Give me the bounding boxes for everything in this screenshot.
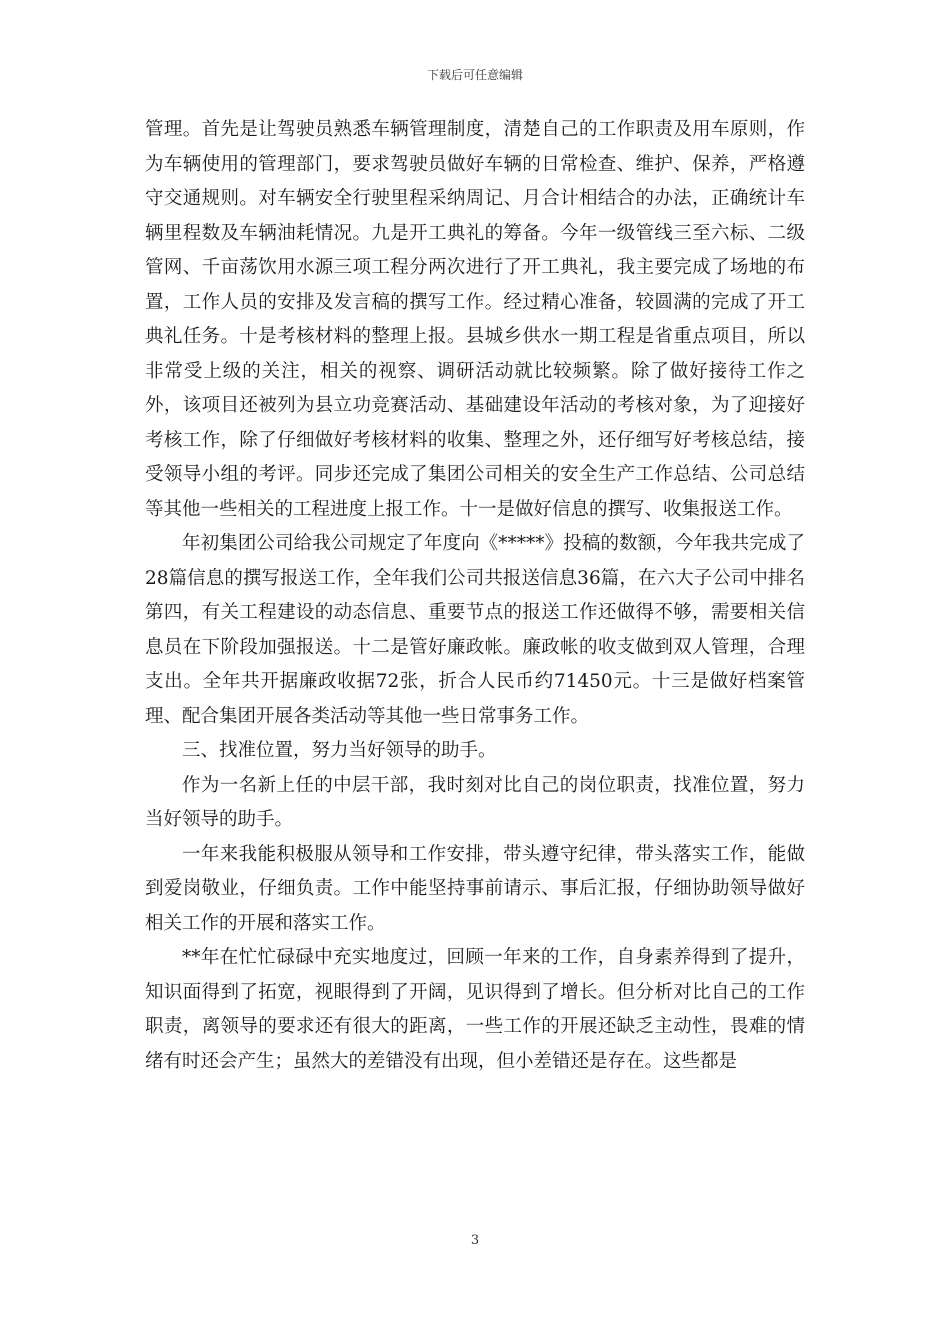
paragraph-3: 作为一名新上任的中层干部，我时刻对比自己的岗位职责，找准位置，努力当好领导的助手。: [145, 774, 805, 830]
paragraph-2: 年初集团公司给我公司规定了年度向《*****》投稿的数额，今年我共完成了28篇信息的撰写报送工作，全年我们公司共报送信息36篇，在六大子公司中排名第四，有关工程建设的动态信息、重要节点的报送工作还做得不够，需要相关信息员在下阶段加强报送。十二是管好廉政帐。廉政帐的收支做到双人管理，合理支出。全年共开据廉政收据72张，折合人民币约71450元。十三是做好档案管理、配合集团开展各类活动等其他一些日常事务工作。: [145, 533, 805, 727]
document-body: [145, 113, 805, 1079]
page-number: 3: [470, 1233, 480, 1248]
paragraph-1: 管理。首先是让驾驶员熟悉车辆管理制度，清楚自己的工作职责及用车原则，作为车辆使用的管理部门，要求驾驶员做好车辆的日常检查、维护、保养，严格遵守交通规则。对车辆安全行驶里程采纳周记、月合计相结合的办法，正确统计车辆里程数及车辆油耗情况。九是开工典礼的筹备。今年一级管线三至六标、二级管网、千亩荡饮用水源三项工程分两次进行了开工典礼，我主要完成了场地的布置，工作人员的安排及发言稿的撰写工作。经过精心准备，较圆满的完成了开工典礼任务。十是考核材料的整理上报。县城乡供水一期工程是省重点项目，所以非常受上级的关注，相关的视察、调研活动就比较频繁。除了做好接待工作之外，该项目还被列为县立功竞赛活动、基础建设年活动的考核对象，为了迎接好考核工作，除了仔细做好考核材料的收集、整理之外，还仔细写好考核总结，接受领导小组的考评。同步还完成了集团公司相关的安全生产工作总结、公司总结等其他一些相关的工程进度上报工作。十一是做好信息的撰写、收集报送工作。: [145, 119, 805, 520]
section-heading: 三、找准位置，努力当好领导的助手。: [182, 740, 497, 761]
paragraph-4: 一年来我能积极服从领导和工作安排，带头遵守纪律，带头落实工作，能做到爱岗敬业，仔细负责。工作中能坚持事前请示、事后汇报，仔细协助领导做好相关工作的开展和落实工作。: [145, 843, 805, 934]
paragraph-5: **年在忙忙碌碌中充实地度过，回顾一年来的工作，自身素养得到了提升，知识面得到了拓宽，视眼得到了开阔，见识得到了增长。但分析对比自己的工作职责，离领导的要求还有很大的距离，一些工作的开展还缺乏主动性，畏难的情绪有时还会产生；虽然大的差错没有出现，但小差错还是存在。这些都是: [145, 947, 805, 1072]
page-header: 下载后可任意编辑: [426, 68, 523, 82]
